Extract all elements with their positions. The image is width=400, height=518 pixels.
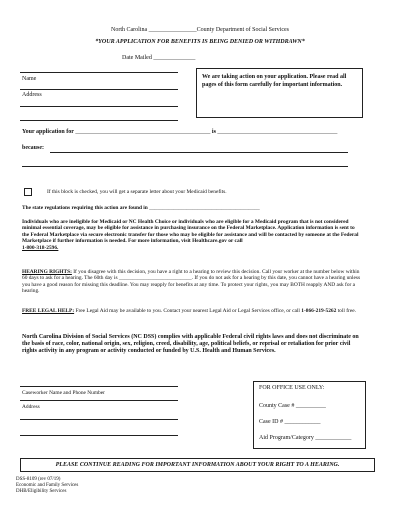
medicaid-checkbox-label: If this block is checked, you will get a separate letter about your Medicaid benefits.: [47, 189, 227, 195]
county-blank: ________________: [148, 27, 197, 33]
name-label: Name: [22, 76, 37, 82]
because-line-2: [22, 166, 348, 167]
address-line-top: [20, 89, 178, 90]
caseworker-address-line-3: [20, 435, 178, 436]
because-line-1: [50, 152, 348, 153]
caseworker-address-line-top: [20, 400, 178, 401]
form-info: [16, 477, 78, 495]
denial-notice: *YOUR APPLICATION FOR BENEFITS IS BEING DENIED OR WITHDRAWN*: [95, 39, 305, 45]
marketplace-paragraph: [22, 219, 362, 251]
action-notice-box: [196, 68, 363, 118]
application-blank-1: _____________________________________________: [75, 129, 211, 135]
legal-help-heading: FREE LEGAL HELP:: [22, 308, 75, 314]
footer-notice-box: [20, 458, 375, 472]
footer-notice-text: PLEASE CONTINUE READING FOR IMPORTANT INFORMATION ABOUT YOUR RIGHT TO A HEARING.: [55, 462, 340, 468]
marketplace-text: Individuals who are ineligible for Medicaid or NC Health Choice or individuals who are eligible for a Medicaid program that is not considered minimal essential coverage, may be eligible for assistance in purchasing insurance on the Federal Marketplace. Application information is sent to the Federal Marketplace via secure electronic transfer for those who may be eligible for assistance and will be contacted by someone at the Federal Marketplace if further information is needed. For more information, visit Healthcare.gov or call: [22, 219, 359, 245]
caseworker-line: [20, 386, 178, 387]
legal-help-phone: 1-866-219-5262: [301, 308, 337, 314]
legal-help-text: Free Legal Aid may be available to you. Contact your nearest Legal Aid or Legal Services office, or call: [75, 308, 300, 314]
header-line: [0, 27, 400, 34]
application-blank-2: ________________________________________: [217, 129, 338, 135]
form-number: DSS-8109 (rev 07/19): [16, 477, 61, 482]
county-case-label: County Case #: [259, 403, 295, 409]
department-name: County Department of Social Services: [196, 27, 289, 33]
aid-program-label: Aid Program/Category: [259, 435, 314, 441]
case-id-label: Case ID #: [259, 419, 283, 425]
medicaid-checkbox[interactable]: [24, 188, 32, 196]
date-mailed-blank: ______________: [153, 55, 196, 61]
date-mailed-label: Date Mailed: [122, 55, 152, 61]
state-name: North Carolina: [111, 27, 148, 33]
address-line-2: [20, 106, 178, 107]
aid-program-blank: ____________: [315, 435, 352, 441]
application-label: Your application for: [22, 129, 74, 135]
address-line-3: [20, 120, 178, 121]
regulations-blank: _________________________________________: [149, 205, 260, 211]
address-label: Address: [22, 92, 42, 98]
regulations-label: The state regulations requiring this action are found in: [22, 205, 148, 211]
caseworker-name-label: Caseworker Name and Phone Number: [22, 390, 105, 396]
caseworker-address-label: Address: [22, 404, 40, 410]
date-mailed: [122, 55, 195, 62]
application-line: [22, 129, 337, 136]
case-id-field: [259, 419, 321, 426]
regulations-line: [22, 205, 260, 211]
caseworker-address-line-2: [20, 419, 178, 420]
marketplace-phone: 1-800-318-2596.: [22, 244, 59, 251]
form-section: DHB/Eligibility Services: [16, 489, 67, 494]
office-use-box: [253, 381, 366, 449]
hearing-rights-text: If you disagree with this decision, you have a right to a hearing to review this decision. Call your worker at the number below within 60 days to ask for a hearing. The 60th day is ___________________________. If you do not ask for a hearing by this date, you cannot have a hearing unless you have a good reason for missing this deadline. You may reapply for benefits at any time. To protect your rights, you may BOTH reapply AND ask for a hearing.: [22, 269, 361, 295]
legal-help-tail: toll free.: [337, 308, 356, 314]
civil-rights-paragraph: North Carolina Division of Social Services (NC DSS) complies with applicable Federal civil rights laws and does not discriminate on the basis of race, color, national origin, sex, religion, creed, disability, age, political beliefs, or reprisal or retaliation for prior civil rights activity in any program or activity conducted or funded by U.S. Health and Human Services.: [22, 334, 359, 354]
county-case-field: [259, 403, 326, 410]
form-division: Economic and Family Services: [16, 483, 79, 488]
because-label: because:: [22, 145, 44, 151]
hearing-rights-heading: HEARING RIGHTS:: [22, 269, 72, 275]
action-notice-text: We are taking action on your application. Please read all pages of this form carefully for important information.: [202, 74, 347, 88]
case-id-blank: ____________: [284, 419, 321, 425]
hearing-rights-paragraph: [22, 269, 362, 295]
application-is: is: [211, 129, 216, 135]
office-use-title: FOR OFFICE USE ONLY:: [259, 385, 325, 391]
name-line: [20, 72, 178, 73]
aid-program-field: [259, 435, 351, 442]
legal-help-paragraph: [22, 308, 362, 314]
county-case-blank: __________: [295, 403, 326, 409]
